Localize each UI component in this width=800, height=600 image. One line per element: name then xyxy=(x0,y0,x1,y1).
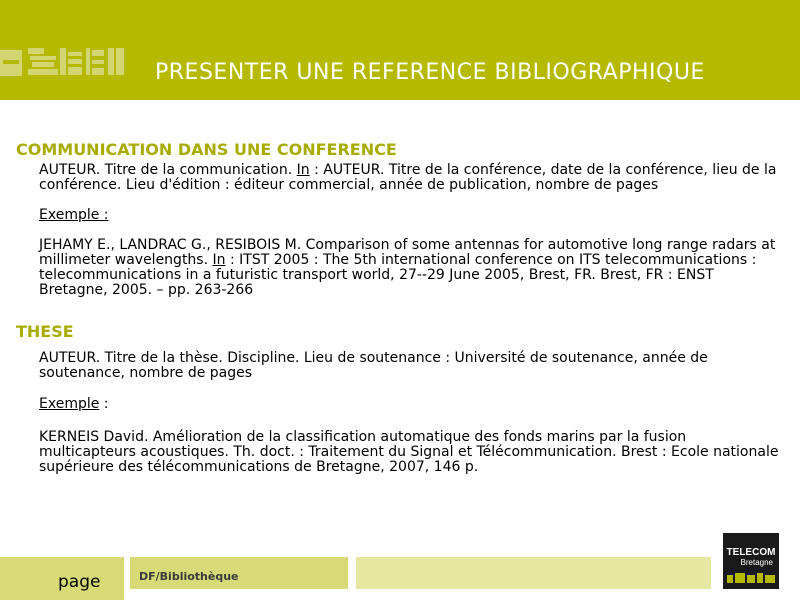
page-title: PRESENTER UNE REFERENCE BIBLIOGRAPHIQUE xyxy=(155,60,705,85)
telecom-bretagne-logo-icon xyxy=(723,533,779,589)
conference-example-label-text: Exemple : xyxy=(39,207,109,223)
page-label: page xyxy=(58,572,101,592)
these-example-label-text: Exemple xyxy=(39,396,100,412)
conference-format-in: In xyxy=(296,162,310,178)
footer-right-block xyxy=(356,557,711,589)
these-example-label xyxy=(39,396,109,412)
conference-format-text-b: : AUTEUR. Titre de la conférence, date de la conférence, lieu de la conférence. Lieu d'édition : éditeur commercial, année de publication, nombre de pages xyxy=(39,162,777,193)
logo-line1: TELECOM xyxy=(726,547,776,558)
conference-example-in: In xyxy=(212,252,226,268)
logo-line2: Bretagne xyxy=(740,558,773,567)
conference-example-text-b: : ITST 2005 : The 5th international conference on ITS telecommunications : telecommunications in a futuristic transport world, 27--29 June 2005, Brest, FR. Brest, FR : ENST Bretagne, 2005. – pp. 263-266 xyxy=(39,252,757,298)
these-example-colon: : xyxy=(99,396,109,412)
these-example: KERNEIS David. Amélioration de la classification automatique des fonds marins par la fusion multicapteurs acoustiques. Th. doct. : Traitement du Signal et Télécommunication. Brest : Ecole nationale supérieure des télécommunications de Bretagne, 2007, 146 p. xyxy=(39,429,779,475)
section-title-these: THESE xyxy=(16,322,74,341)
section-title-conference: COMMUNICATION DANS UNE CONFERENCE xyxy=(16,140,397,159)
conference-example-text-a: JEHAMY E., LANDRAC G., RESIBOIS M. Comparison of some antennas for automotive long range radars at millimeter wavelengths. xyxy=(39,237,776,268)
conference-example-label xyxy=(39,207,109,223)
conference-example xyxy=(39,238,779,298)
conference-format xyxy=(39,163,779,193)
footer-department: DF/Bibliothèque xyxy=(139,570,239,583)
these-format: AUTEUR. Titre de la thèse. Discipline. Lieu de soutenance : Université de soutenance, année de soutenance, nombre de pages xyxy=(39,350,708,381)
conference-format-text-a: AUTEUR. Titre de la communication. xyxy=(39,162,293,178)
